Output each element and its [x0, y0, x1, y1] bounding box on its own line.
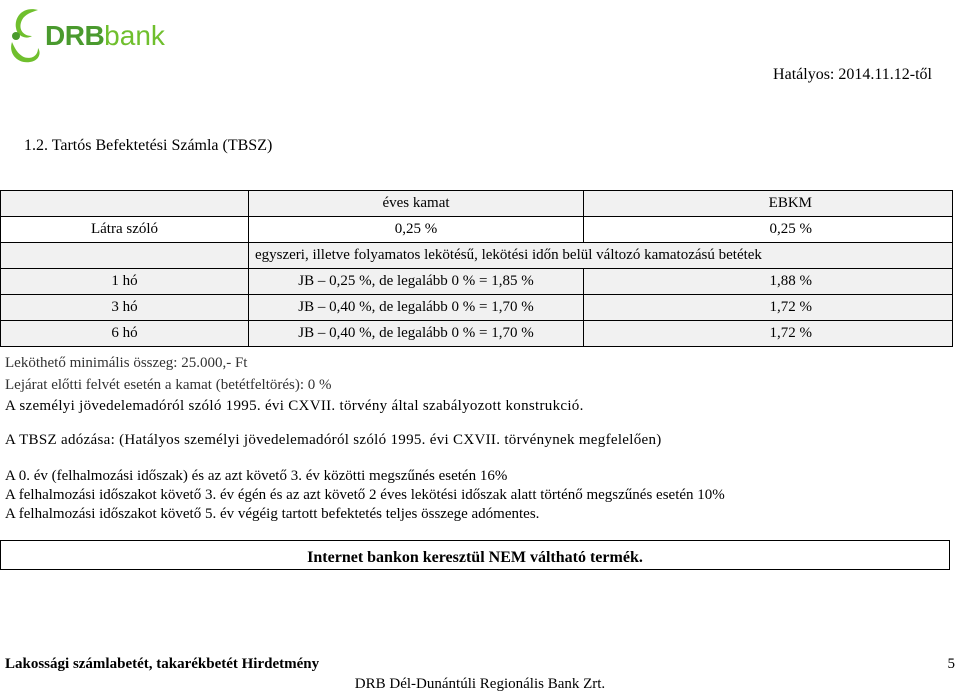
row-rate: JB – 0,25 %, de legalább 0 % = 1,85 % [249, 269, 584, 295]
internet-bank-notice: Internet bankon keresztül NEM váltható termék. [307, 549, 643, 566]
tax-rule-1: A 0. év (felhalmozási időszak) és az azt követő 3. év közötti megszűnés esetén 16% [5, 468, 508, 484]
row-label: 6 hó [1, 321, 249, 347]
footer-document-title: Lakossági számlabetét, takarékbetét Hirdetmény [5, 656, 320, 672]
min-amount-note: Leköthető minimális összeg: 25.000,- Ft [5, 355, 248, 371]
row-ebkm: 1,88 % [584, 269, 953, 295]
page-number: 5 [947, 656, 955, 672]
table-row [1, 217, 953, 243]
row-ebkm: 0,25 % [584, 217, 953, 243]
table-row [1, 295, 953, 321]
row-label: 3 hó [1, 295, 249, 321]
logo-bank-text: bank [104, 20, 165, 51]
table-row [1, 321, 953, 347]
term-note-blank-cell [1, 243, 249, 269]
section-title: 1.2. Tartós Befektetési Számla (TBSZ) [24, 137, 273, 154]
row-label: 1 hó [1, 269, 249, 295]
row-rate: 0,25 % [249, 217, 584, 243]
tax-title: A TBSZ adózása: (Hatályos személyi jövedelemadóról szóló 1995. évi CXVII. törvénynek megfelelően) [5, 432, 662, 448]
tax-rule-2: A felhalmozási időszakot követő 3. év égén és az azt követő 2 éves lekötési időszak alatt történő megszűnés esetén 10% [5, 487, 725, 503]
early-withdrawal-note: Lejárat előtti felvét esetén a kamat (betétfeltörés): 0 % [5, 377, 332, 393]
term-note: egyszeri, illetve folyamatos lekötésű, lekötési időn belül változó kamatozású betétek [249, 243, 953, 269]
tax-rule-3: A felhalmozási időszakot követő 5. év végéig tartott befektetés teljes összege adómentes. [5, 506, 540, 522]
row-rate: JB – 0,40 %, de legalább 0 % = 1,70 % [249, 321, 584, 347]
logo-drb-text: DRB [45, 20, 105, 51]
header-ebkm: EBKM [584, 191, 953, 217]
row-label: Látra szóló [1, 217, 249, 243]
row-rate: JB – 0,40 %, de legalább 0 % = 1,70 % [249, 295, 584, 321]
header-blank-cell [1, 191, 249, 217]
row-ebkm: 1,72 % [584, 321, 953, 347]
row-ebkm: 1,72 % [584, 295, 953, 321]
table-header-row [1, 191, 953, 217]
footer-bank-name: DRB Dél-Dunántúli Regionális Bank Zrt. [354, 676, 606, 692]
law-note: A személyi jövedelemadóról szóló 1995. évi CXVII. törvény által szabályozott konstrukció. [5, 398, 584, 414]
rate-table [0, 190, 953, 347]
internet-bank-notice-box [0, 540, 950, 570]
term-note-row [1, 243, 953, 269]
effective-date: Hatályos: 2014.11.12-től [773, 66, 932, 83]
header-rate: éves kamat [249, 191, 584, 217]
drb-bank-logo [8, 6, 165, 68]
table-row [1, 269, 953, 295]
